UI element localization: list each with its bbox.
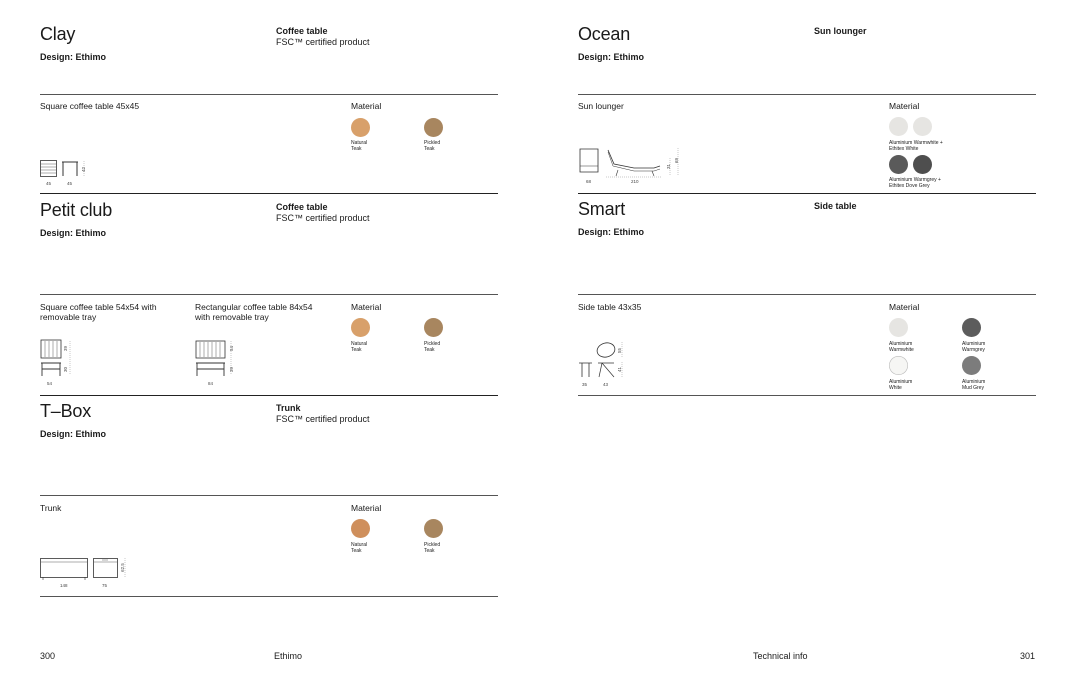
dimension-label: 69	[674, 157, 680, 164]
swatch-pickled-teak	[424, 519, 443, 538]
page-number: 300	[40, 651, 56, 661]
product-certification: FSC™ certified product	[276, 37, 370, 47]
footer-section: Technical info	[753, 651, 808, 661]
product-category: Coffee table	[276, 202, 328, 212]
product-category: Side table	[814, 201, 857, 211]
petit-club-square-drawing	[40, 339, 74, 381]
dimension-label: 42	[81, 166, 87, 173]
section-divider	[40, 294, 498, 295]
swatch-pickled-teak	[424, 318, 443, 337]
dimension-label: 75	[102, 583, 108, 588]
footer-brand: Ethimo	[274, 651, 303, 661]
swatch-label: Pickled Teak	[424, 542, 441, 554]
product-name-petit-club: Petit club	[40, 200, 113, 220]
swatch-aluminium-mud-grey	[962, 356, 981, 375]
dimension-label: 31	[666, 163, 672, 170]
product-designer: Design: Ethimo	[578, 227, 645, 237]
product-name-clay: Clay	[40, 24, 76, 44]
dimension-label: 39	[229, 366, 235, 373]
swatch-ethitex-dove-grey	[913, 155, 932, 174]
swatch-aluminium-white	[889, 356, 908, 375]
dimension-label: 210	[631, 179, 639, 184]
dimension-label: 55	[617, 347, 623, 354]
swatch-pickled-teak	[424, 118, 443, 137]
material-label: Material	[351, 101, 382, 111]
item-label: Square coffee table 54x54 with removable tray	[40, 302, 157, 322]
dimension-label: 54	[229, 345, 235, 352]
swatch-label: Natural Teak	[351, 140, 368, 152]
dimension-label: 68	[586, 179, 592, 184]
item-label: Square coffee table 45x45	[40, 101, 140, 111]
swatch-aluminium-warmgrey	[962, 318, 981, 337]
swatch-natural-teak	[351, 318, 370, 337]
section-divider	[40, 495, 498, 496]
section-divider	[578, 395, 1036, 396]
product-category: Sun lounger	[814, 26, 867, 36]
dimension-label: 84	[208, 381, 214, 386]
dimension-label: 39	[63, 345, 69, 352]
swatch-aluminium-warmwhite	[889, 318, 908, 337]
swatch-warmgrey-frame	[889, 155, 908, 174]
dimension-label: 148	[60, 583, 68, 588]
swatch-natural-teak	[351, 118, 370, 137]
section-divider	[578, 193, 1036, 194]
swatch-label: Aluminium White	[889, 379, 913, 391]
material-label: Material	[351, 302, 382, 312]
item-label: Rectangular coffee table 84x54 with removable tray	[195, 302, 313, 322]
product-designer: Design: Ethimo	[40, 52, 107, 62]
section-divider	[578, 94, 1036, 95]
material-label: Material	[351, 503, 382, 513]
swatch-label: Aluminium Warmwhite	[889, 341, 914, 353]
swatch-label: Aluminium Mud Grey	[962, 379, 986, 391]
dimension-label: 30	[63, 366, 69, 373]
material-label: Material	[889, 302, 920, 312]
section-divider	[40, 94, 498, 95]
page-number: 301	[1020, 651, 1036, 661]
dimension-label: 35	[582, 382, 588, 387]
dimension-label: 43	[603, 382, 609, 387]
swatch-warmwhite-frame	[889, 117, 908, 136]
product-name-smart: Smart	[578, 199, 626, 219]
swatch-label: Natural Teak	[351, 542, 368, 554]
swatch-label: Pickled Teak	[424, 341, 441, 353]
t-box-trunk-drawing	[40, 556, 132, 582]
dimension-label: 45	[46, 181, 52, 186]
product-category: Coffee table	[276, 26, 328, 36]
swatch-label: Natural Teak	[351, 341, 368, 353]
section-divider	[578, 294, 1036, 295]
swatch-label: Aluminium Warmgrey	[962, 341, 986, 353]
dimension-label: 45	[67, 181, 73, 186]
product-name-t-box: T–Box	[40, 401, 92, 421]
product-designer: Design: Ethimo	[40, 429, 107, 439]
section-divider	[40, 395, 498, 396]
swatch-natural-teak	[351, 519, 370, 538]
swatch-ethitex-white	[913, 117, 932, 136]
swatch-label: Pickled Teak	[424, 140, 441, 152]
product-certification: FSC™ certified product	[276, 213, 370, 223]
item-label: Side table 43x35	[578, 302, 642, 312]
smart-side-table-drawing	[578, 340, 628, 382]
product-certification: FSC™ certified product	[276, 414, 370, 424]
product-designer: Design: Ethimo	[40, 228, 107, 238]
section-divider	[40, 596, 498, 597]
swatch-label: Aluminium Warmwhite + Ethitex White	[889, 140, 943, 152]
product-designer: Design: Ethimo	[578, 52, 645, 62]
dimension-label: 41	[617, 366, 623, 373]
material-label: Material	[889, 101, 920, 111]
product-category: Trunk	[276, 403, 301, 413]
dimension-label: 62.5	[119, 563, 125, 572]
item-label: Sun lounger	[578, 101, 624, 111]
section-divider	[40, 193, 498, 194]
dimension-label: 54	[47, 381, 53, 386]
item-label: Trunk	[40, 503, 62, 513]
product-name-ocean: Ocean	[578, 24, 631, 44]
right-page	[538, 0, 1076, 700]
swatch-label: Aluminium Warmgrey + Ethitex Dove Grey	[889, 177, 941, 189]
